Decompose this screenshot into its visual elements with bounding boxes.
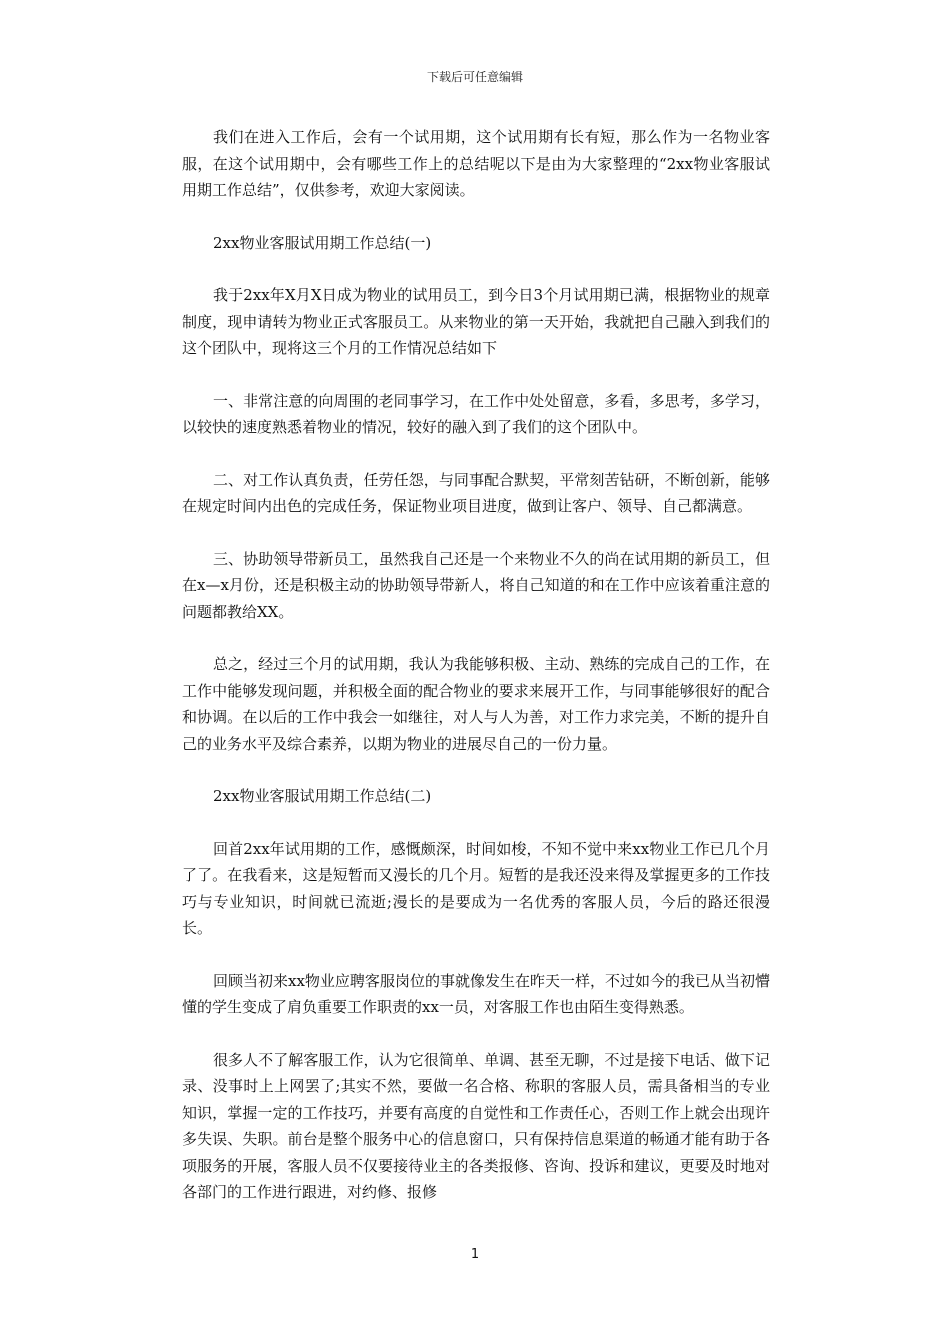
body-paragraph: 三、协助领导带新员工，虽然我自己还是一个来物业不久的尚在试用期的新员工，但在x—x月份，还是积极主动的协助领导带新人，将自己知道的和在工作中应该着重注意的问题都教给XX。: [182, 549, 770, 621]
body-paragraph: 回首2xx年试用期的工作，感慨颇深，时间如梭，不知不觉中来xx物业工作已几个月了了。在我看来，这是短暂而又漫长的几个月。短暂的是我还没来得及掌握更多的工作技巧与专业知识，时间就已流逝;漫长的是要成为一名优秀的客服人员，今后的路还很漫长。: [182, 839, 770, 937]
body-paragraph: 一、非常注意的向周围的老同事学习，在工作中处处留意，多看，多思考，多学习，以较快的速度熟悉着物业的情况，较好的融入到了我们的这个团队中。: [182, 391, 770, 436]
body-paragraph: 我于2xx年X月X日成为物业的试用员工，到今日3个月试用期已满，根据物业的规章制度，现申请转为物业正式客服员工。从来物业的第一天开始，我就把自己融入到我们的这个团队中，现将这三个月的工作情况总结如下: [182, 286, 770, 357]
body-paragraph: 很多人不了解客服工作，认为它很简单、单调、甚至无聊，不过是接下电话、做下记录、没事时上上网罢了;其实不然，要做一名合格、称职的客服人员，需具备相当的专业知识，掌握一定的工作技巧，并要有高度的自觉性和工作责任心，否则工作上就会出现许多失误、失职。前台是整个服务中心的信息窗口，只有保持信息渠道的畅通才能有助于各项服务的开展，客服人员不仅要接待业主的各类报修、咨询、投诉和建议，更要及时地对各部门的工作进行跟进，对约修、报修: [182, 1050, 770, 1201]
body-paragraph: 二、对工作认真负责，任劳任怨，与同事配合默契，平常刻苦钻研，不断创新，能够在规定时间内出色的完成任务，保证物业项目进度，做到让客户、领导、自己都满意。: [182, 470, 770, 515]
section-heading-2: 2xx物业客服试用期工作总结(二): [213, 787, 432, 805]
section-heading-1: 2xx物业客服试用期工作总结(一): [213, 233, 432, 252]
document-header: 下载后可任意编辑: [426, 70, 523, 84]
body-paragraph: 总之，经过三个月的试用期，我认为我能够积极、主动、熟练的完成自己的工作，在工作中能够发现问题，并积极全面的配合物业的要求来展开工作，与同事能够很好的配合和协调。在以后的工作中我会一如继往，对人与人为善，对工作力求完美，不断的提升自己的业务水平及综合素养，以期为物业的进展尽自己的一份力量。: [182, 655, 770, 753]
body-paragraph: 回顾当初来xx物业应聘客服岗位的事就像发生在昨天一样，不过如今的我已从当初懵懂的学生变成了肩负重要工作职责的xx一员，对客服工作也由陌生变得熟悉。: [182, 971, 770, 1016]
page-number: 1: [470, 1247, 480, 1262]
intro-paragraph: 我们在进入工作后，会有一个试用期，这个试用期有长有短，那么作为一名物业客服，在这个试用期中，会有哪些工作上的总结呢以下是由为大家整理的“2xx物业客服试用期工作总结”，仅供参考，欢迎大家阅读。: [182, 128, 770, 199]
document-body: [182, 124, 770, 1232]
